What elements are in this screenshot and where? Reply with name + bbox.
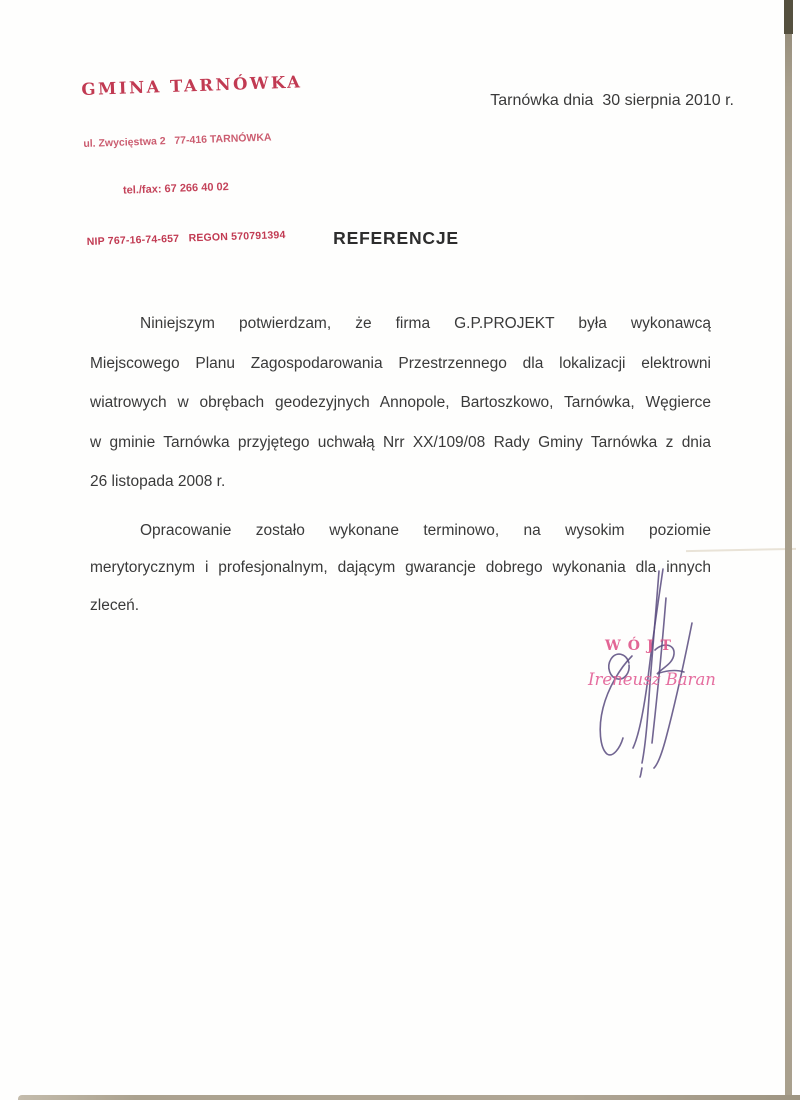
paragraph-2-line: zleceń. — [90, 596, 140, 614]
paragraph-1-line: 26 listopada 2008 r. — [90, 473, 226, 490]
stamp-municipality-name: GMINA TARNÓWKA — [81, 72, 303, 99]
signature-block — [580, 568, 716, 793]
paragraph-1-line: Niniejszym potwierdzam, że firma G.P.PROJEKT była wykonawcą — [140, 315, 711, 332]
signer-role-stamp: WÓJT — [605, 638, 678, 654]
paragraph-1-line: wiatrowych w obrębach geodezyjnych Annopole, Bartoszkowo, Tarnówka, Węgierce — [90, 394, 711, 411]
paragraph-2-line: merytorycznym i profesjonalnym, dającym gwarancje dobrego wykonania dla innych — [90, 559, 711, 576]
paragraph-1-line: w gminie Tarnówka przyjętego uchwałą Nrr XX/109/08 Rady Gminy Tarnówka z dnia — [90, 433, 711, 451]
paragraph-1 — [90, 304, 711, 502]
paragraph-2-line: Opracowanie zostało wykonane terminowo, na wysokim poziomie — [140, 521, 711, 539]
stamp-phone: tel./fax: 67 266 40 02 — [122, 181, 229, 198]
stamp-nip-regon: NIP 767-16-74-657 REGON 570791394 — [86, 228, 286, 248]
scan-edge-right-dark-cap — [784, 0, 793, 34]
stamp-address: ul. Zwycięstwa 2 77-416 TARNÓWKA — [83, 130, 272, 150]
scan-edge-bottom — [18, 1095, 800, 1100]
document-title: REFERENCJE — [333, 228, 459, 248]
scan-edge-right — [785, 0, 792, 1100]
paragraph-1-line: Miejscowego Planu Zagospodarowania Przestrzennego dla lokalizacji elektrowni — [90, 354, 711, 372]
signer-name-stamp: Ireneusz Baran — [588, 670, 716, 689]
place-and-date: Tarnówka dnia 30 sierpnia 2010 r. — [490, 92, 734, 109]
